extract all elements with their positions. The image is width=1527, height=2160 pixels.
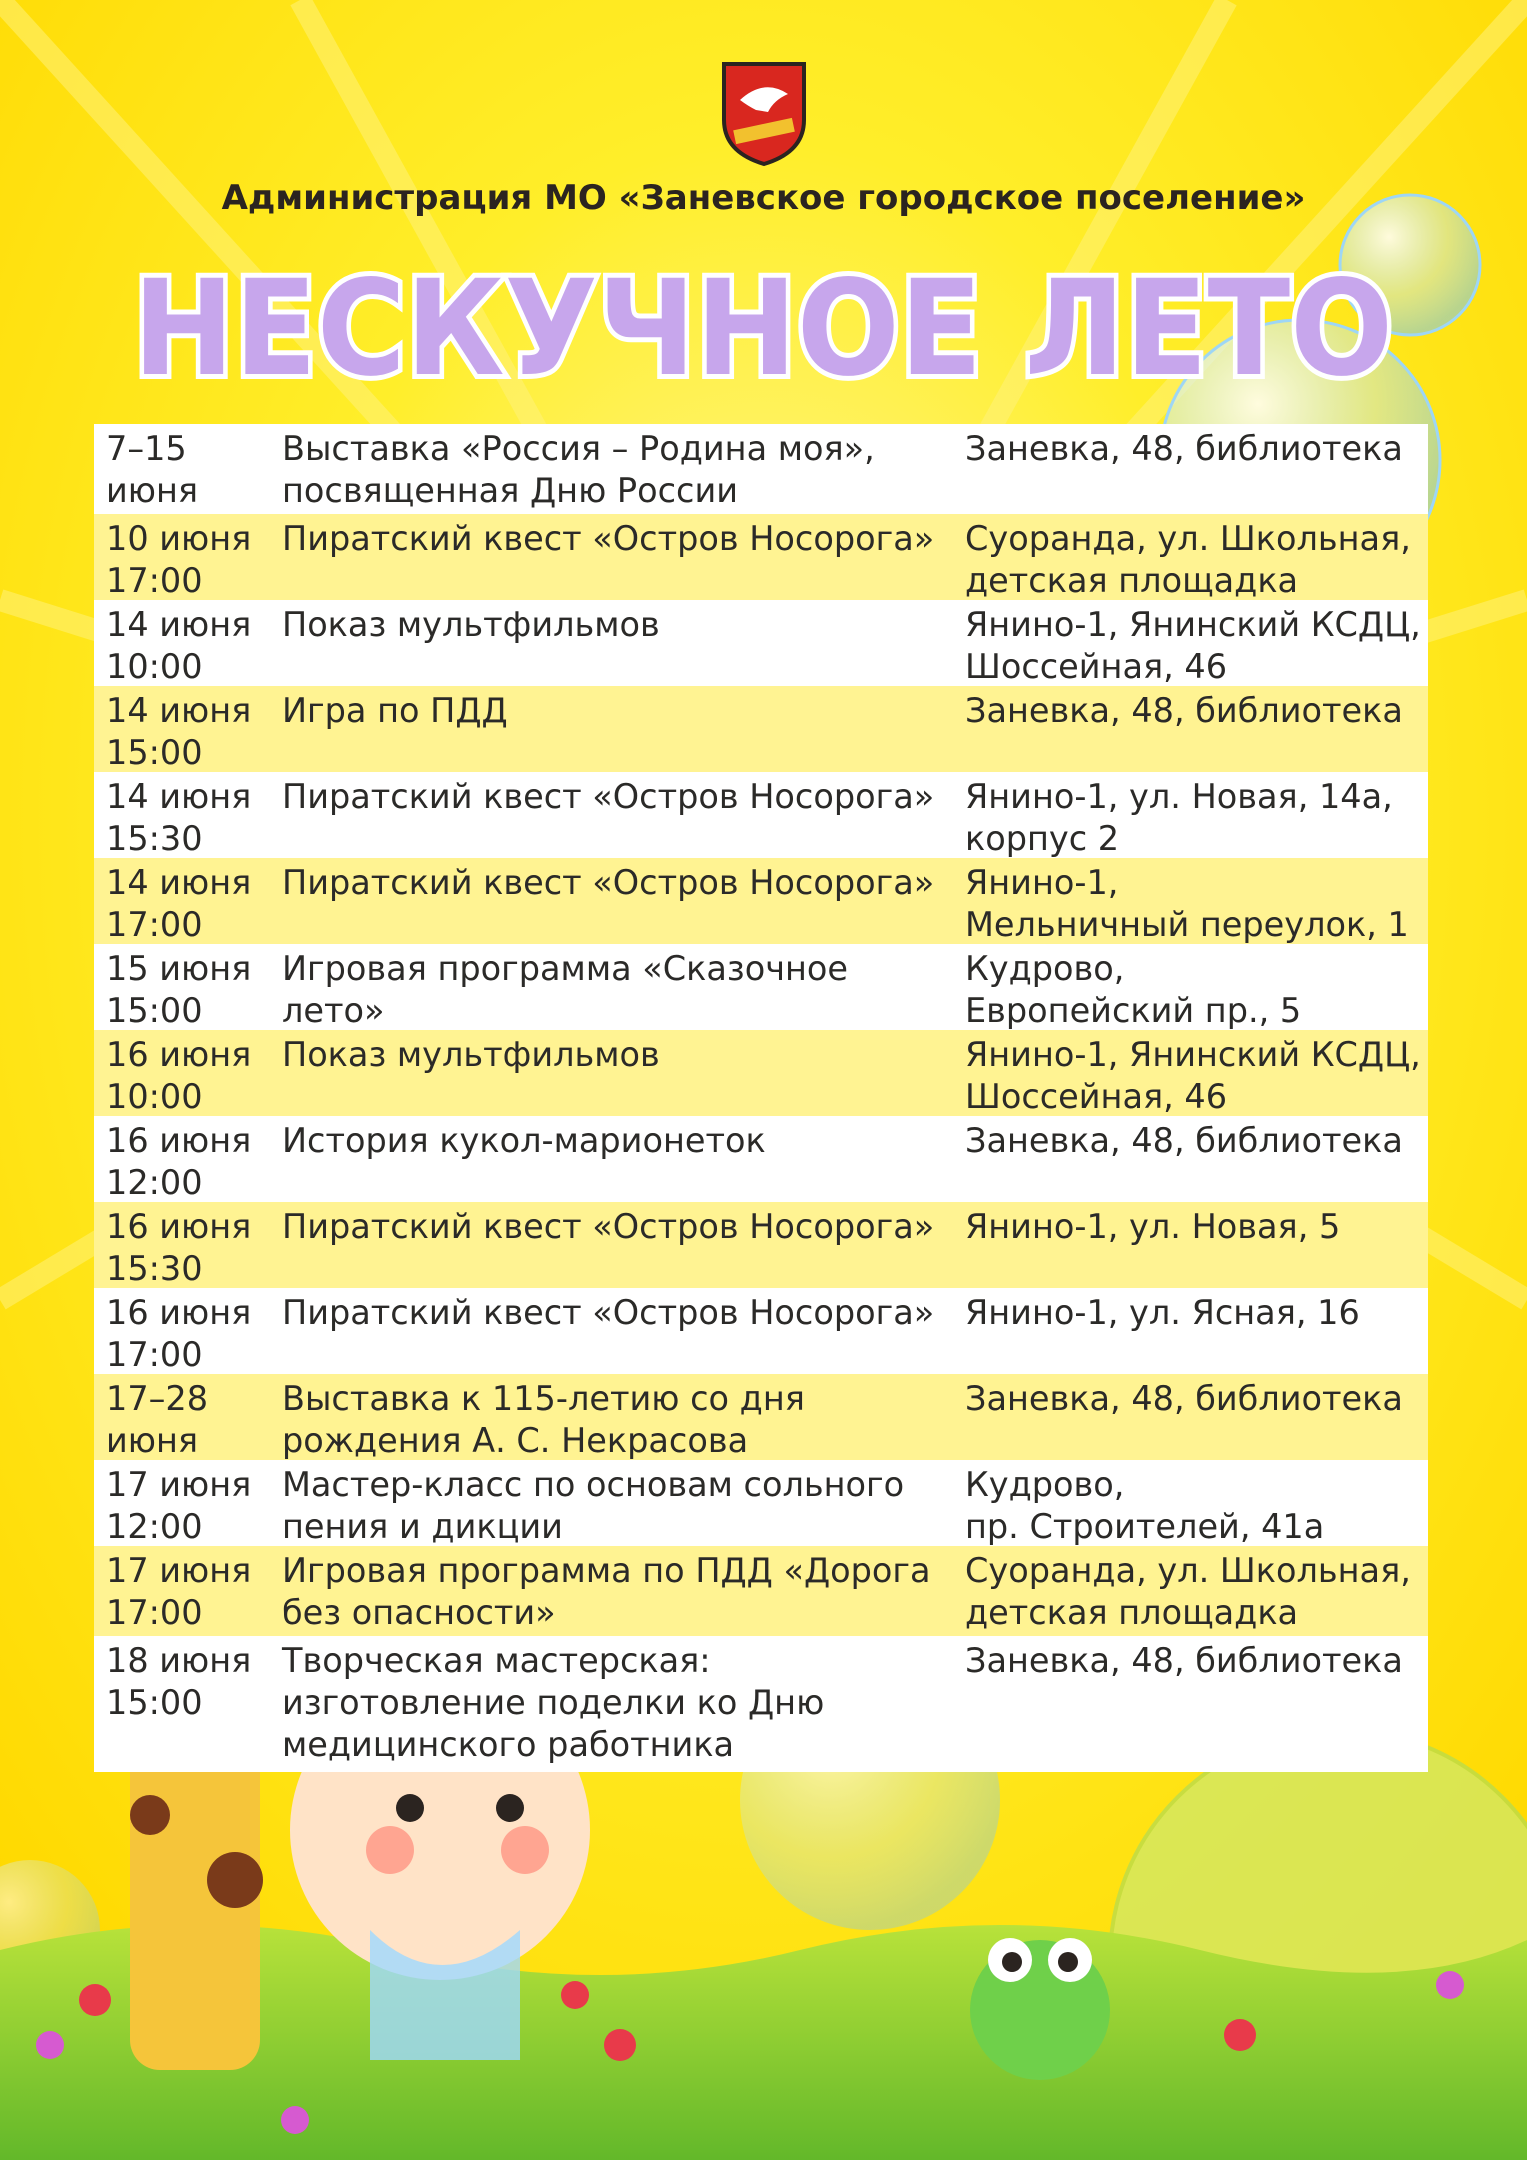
- event-title: Пиратский квест «Остров Носорога»: [282, 1207, 935, 1246]
- event-title: Пиратский квест «Остров Носорога»: [282, 777, 935, 816]
- organization-name: Администрация МО «Заневское городское поселение»: [221, 178, 1306, 218]
- table-row: [94, 424, 1428, 514]
- event-place: Янино-1, Мельничный переулок, 1: [965, 863, 1409, 944]
- event-place: Янино-1, ул. Новая, 5: [965, 1207, 1341, 1246]
- event-title: Творческая мастерская: изготовление поделки ко Дню медицинского работника: [282, 1641, 825, 1764]
- event-date: 16 июня 15:30: [106, 1207, 252, 1288]
- table-row: [94, 1374, 1428, 1460]
- event-title: Пиратский квест «Остров Носорога»: [282, 1293, 935, 1332]
- event-date: 16 июня 10:00: [106, 1035, 252, 1116]
- event-date: 17–28 июня: [106, 1379, 209, 1460]
- event-place: Янино-1, ул. Ясная, 16: [965, 1293, 1360, 1332]
- table-row: [94, 686, 1428, 772]
- event-title: Игра по ПДД: [282, 691, 508, 730]
- event-place: Кудрово, пр. Строителей, 41а: [965, 1465, 1325, 1546]
- event-title: Показ мультфильмов: [282, 1035, 660, 1074]
- table-row: [94, 1030, 1428, 1116]
- table-row: [94, 1460, 1428, 1546]
- event-title: Выставка к 115-летию со дня рождения А. С. Некрасова: [282, 1379, 805, 1460]
- schedule-table: [94, 424, 1428, 1772]
- event-place: Суоранда, ул. Школьная, детская площадка: [965, 519, 1411, 600]
- table-row: [94, 1202, 1428, 1288]
- event-date: 7–15 июня: [106, 429, 199, 510]
- event-title: Показ мультфильмов: [282, 605, 660, 644]
- event-date: 17 июня 12:00: [106, 1465, 252, 1546]
- event-title: Пиратский квест «Остров Носорога»: [282, 519, 935, 558]
- table-row: [94, 514, 1428, 600]
- poster-title: [0, 262, 1527, 392]
- table-row: [94, 858, 1428, 944]
- event-place: Заневка, 48, библиотека: [965, 1379, 1403, 1418]
- event-title: История кукол-марионеток: [282, 1121, 766, 1160]
- poster-title-text: НЕСКУЧНОЕ ЛЕТО: [133, 262, 1393, 392]
- event-place: Янино-1, ул. Новая, 14а, корпус 2: [965, 777, 1393, 858]
- event-place: Заневка, 48, библиотека: [965, 429, 1403, 468]
- event-title: Пиратский квест «Остров Носорога»: [282, 863, 935, 902]
- table-row: [94, 1636, 1428, 1772]
- coat-of-arms-icon: [720, 60, 808, 168]
- table-row: [94, 1288, 1428, 1374]
- event-date: 18 июня 15:00: [106, 1641, 252, 1722]
- event-title: Мастер-класс по основам сольного пения и дикции: [282, 1465, 905, 1546]
- table-row: [94, 944, 1428, 1030]
- table-row: [94, 772, 1428, 858]
- event-date: 16 июня 17:00: [106, 1293, 252, 1374]
- event-date: 15 июня 15:00: [106, 949, 252, 1030]
- table-row: [94, 600, 1428, 686]
- table-row: [94, 1546, 1428, 1636]
- event-place: Янино-1, Янинский КСДЦ, Шоссейная, 46: [965, 605, 1421, 686]
- event-title: Выставка «Россия – Родина моя», посвященная Дню России: [282, 429, 875, 510]
- event-date: 14 июня 10:00: [106, 605, 252, 686]
- event-date: 10 июня 17:00: [106, 519, 252, 600]
- event-place: Кудрово, Европейский пр., 5: [965, 949, 1302, 1030]
- event-title: Игровая программа «Сказочное лето»: [282, 949, 849, 1030]
- table-row: [94, 1116, 1428, 1202]
- event-date: 14 июня 15:30: [106, 777, 252, 858]
- event-date: 14 июня 17:00: [106, 863, 252, 944]
- event-place: Заневка, 48, библиотека: [965, 691, 1403, 730]
- event-place: Заневка, 48, библиотека: [965, 1641, 1403, 1680]
- event-place: Суоранда, ул. Школьная, детская площадка: [965, 1551, 1411, 1632]
- event-title: Игровая программа по ПДД «Дорога без опасности»: [282, 1551, 931, 1632]
- event-place: Янино-1, Янинский КСДЦ, Шоссейная, 46: [965, 1035, 1421, 1116]
- event-date: 14 июня 15:00: [106, 691, 252, 772]
- event-place: Заневка, 48, библиотека: [965, 1121, 1403, 1160]
- event-date: 17 июня 17:00: [106, 1551, 252, 1632]
- event-date: 16 июня 12:00: [106, 1121, 252, 1202]
